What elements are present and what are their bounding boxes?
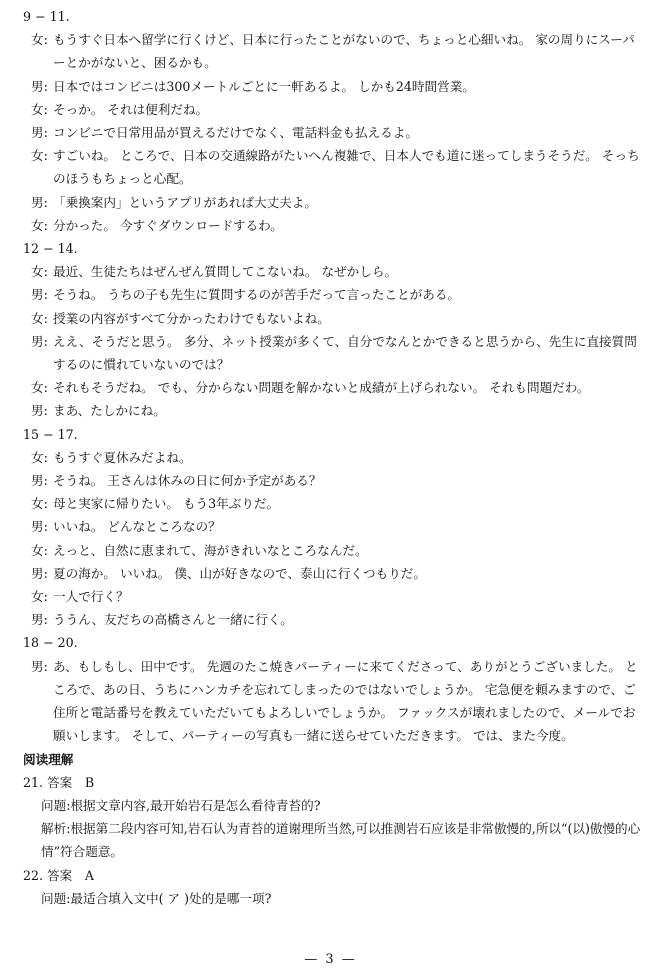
dialogue-section-18-20 (23, 631, 647, 747)
speaker: 女: (31, 496, 48, 512)
utterance: いいね。 どんなところなの？ (53, 519, 221, 535)
dialogue-section-12-14 (23, 237, 647, 423)
speaker: 女: (31, 542, 48, 558)
section-range: 12 − 14. (23, 241, 78, 257)
dialogue-line (23, 469, 647, 492)
utterance: 日本ではコンビニは300メートルごとに一軒あるよ。 しかも24時間営業。 (53, 78, 475, 94)
dialogue-line (23, 655, 647, 748)
dialogue-line (23, 307, 647, 330)
utterance: 母と実家に帰りたい。 もう3年ぶりだ。 (53, 496, 280, 512)
utterance: えっと、自然に恵まれて、海がきれいなところなんだ。 (53, 542, 368, 558)
speaker: 女: (31, 449, 48, 465)
reading-section (23, 748, 647, 910)
answer-22: 22. 答案 A (23, 867, 94, 883)
dialogue-line (23, 608, 647, 631)
dialogue-section-15-17 (23, 423, 647, 632)
utterance: 分かった。 今すぐダウンロードするわ。 (53, 217, 283, 233)
speaker: 男: (31, 403, 48, 419)
utterance: もうすぐ日本へ留学に行くけど、日本に行ったことがないので、ちょっと心細いね。 家の周りにスーパーとかがないと、困るかも。 (53, 32, 635, 71)
speaker: 男: (31, 333, 48, 349)
dialogue-section-9-11 (23, 5, 647, 237)
utterance: 授業の内容がすべて分かったわけでもないよね。 (53, 310, 330, 326)
dialogue-line (23, 28, 647, 74)
dialogue-line (23, 330, 647, 376)
speaker: 女: (31, 589, 48, 605)
utterance: そっか。 それは便利だね。 (53, 101, 209, 117)
speaker: 男: (31, 519, 48, 535)
speaker: 男: (31, 473, 48, 489)
question-22: 问题:最适合填入文中( ア )处的是哪一项? (41, 890, 272, 906)
dialogue-line (23, 562, 647, 585)
utterance: 夏の海か。 いいね。 僕、山が好きなので、泰山に行くつもりだ。 (53, 565, 426, 581)
utterance: 最近、生徒たちはぜんぜん質問してこないね。 なぜかしら。 (53, 264, 398, 280)
utterance: そうね。 王さんは休みの日に何か予定がある？ (53, 473, 322, 489)
utterance: それもそうだね。 でも、分からない問題を解かないと成績が上げられない。 それも問題だわ。 (53, 380, 590, 396)
speaker: 男: (31, 658, 48, 674)
dialogue-line (23, 214, 647, 237)
speaker: 男: (31, 194, 48, 210)
utterance: あ、もしもし、田中です。 先週のたこ焼きパーティーに来てくださって、ありがとうございました。 ところで、あの日、うちにハンカチを忘れてしまったのではないでしょうか。 宅急便を頼みますので、ご住所と電話番号を教えていただいてもよろしいでしょうか。 ファックスが壊れましたので、メールでお願いします。 そして、パーティーの写真も一緒に送らせていただきます。 では、また今度。 (53, 658, 638, 744)
utterance: 一人で行く？ (53, 589, 129, 605)
dialogue-line (23, 191, 647, 214)
analysis-21: 解析:根据第二段内容可知,岩石认为青苔的道谢理所当然,可以推测岩石应该是非常傲慢的,所以“(以)傲慢的心情”符合题意。 (41, 821, 641, 860)
section-range: 18 − 20. (23, 635, 78, 651)
utterance: すごいね。 ところで、日本の交通線路がたいへん複雑で、日本人でも道に迷ってしまうそうだ。 そっちのほうもちょっと心配。 (53, 148, 640, 187)
speaker: 男: (31, 612, 48, 628)
utterance: もうすぐ夏休みだよね。 (53, 449, 192, 465)
dialogue-line (23, 98, 647, 121)
dialogue-line (23, 539, 647, 562)
answer-21: 21. 答案 B (23, 774, 95, 790)
section-range: 9 − 11. (23, 9, 70, 24)
utterance: 「乗換案内」というアプリがあれば大丈夫よ。 (53, 194, 317, 210)
utterance: まあ、たしかにね。 (53, 403, 166, 419)
utterance: ううん、友だちの高橋さんと一緒に行く。 (53, 612, 293, 628)
section-range: 15 − 17. (23, 426, 78, 442)
speaker: 男: (31, 287, 48, 303)
dialogue-line (23, 515, 647, 538)
dialogue-line (23, 144, 647, 190)
utterance: ええ、そうだと思う。 多分、ネット授業が多くて、自分でなんとかできると思うから、先生に直接質問するのに慣れていないのでは？ (53, 333, 637, 373)
speaker: 女: (31, 217, 48, 233)
dialogue-line (23, 492, 647, 515)
dialogue-line (23, 75, 647, 98)
speaker: 女: (31, 32, 48, 48)
dialogue-line (23, 283, 647, 306)
dialogue-line (23, 399, 647, 422)
speaker: 女: (31, 101, 48, 117)
dialogue-line (23, 446, 647, 469)
reading-title: 阅读理解 (23, 751, 74, 767)
speaker: 女: (31, 148, 48, 164)
speaker: 男: (31, 78, 48, 94)
speaker: 男: (31, 125, 48, 141)
dialogue-line (23, 260, 647, 283)
speaker: 女: (31, 310, 48, 326)
utterance: そうね。 うちの子も先生に質問するのが苦手だって言ったことがある。 (53, 287, 461, 303)
page-number: — 3 — (304, 952, 357, 967)
dialogue-line (23, 121, 647, 144)
utterance: コンビニで日常用品が買えるだけでなく、電話料金も払えるよ。 (53, 125, 418, 141)
question-21: 问题:根据文章内容,最开始岩石是怎么看待青苔的? (41, 797, 321, 813)
speaker: 女: (31, 264, 48, 280)
dialogue-line (23, 585, 647, 608)
speaker: 男: (31, 565, 48, 581)
dialogue-line (23, 376, 647, 399)
speaker: 女: (31, 380, 48, 396)
